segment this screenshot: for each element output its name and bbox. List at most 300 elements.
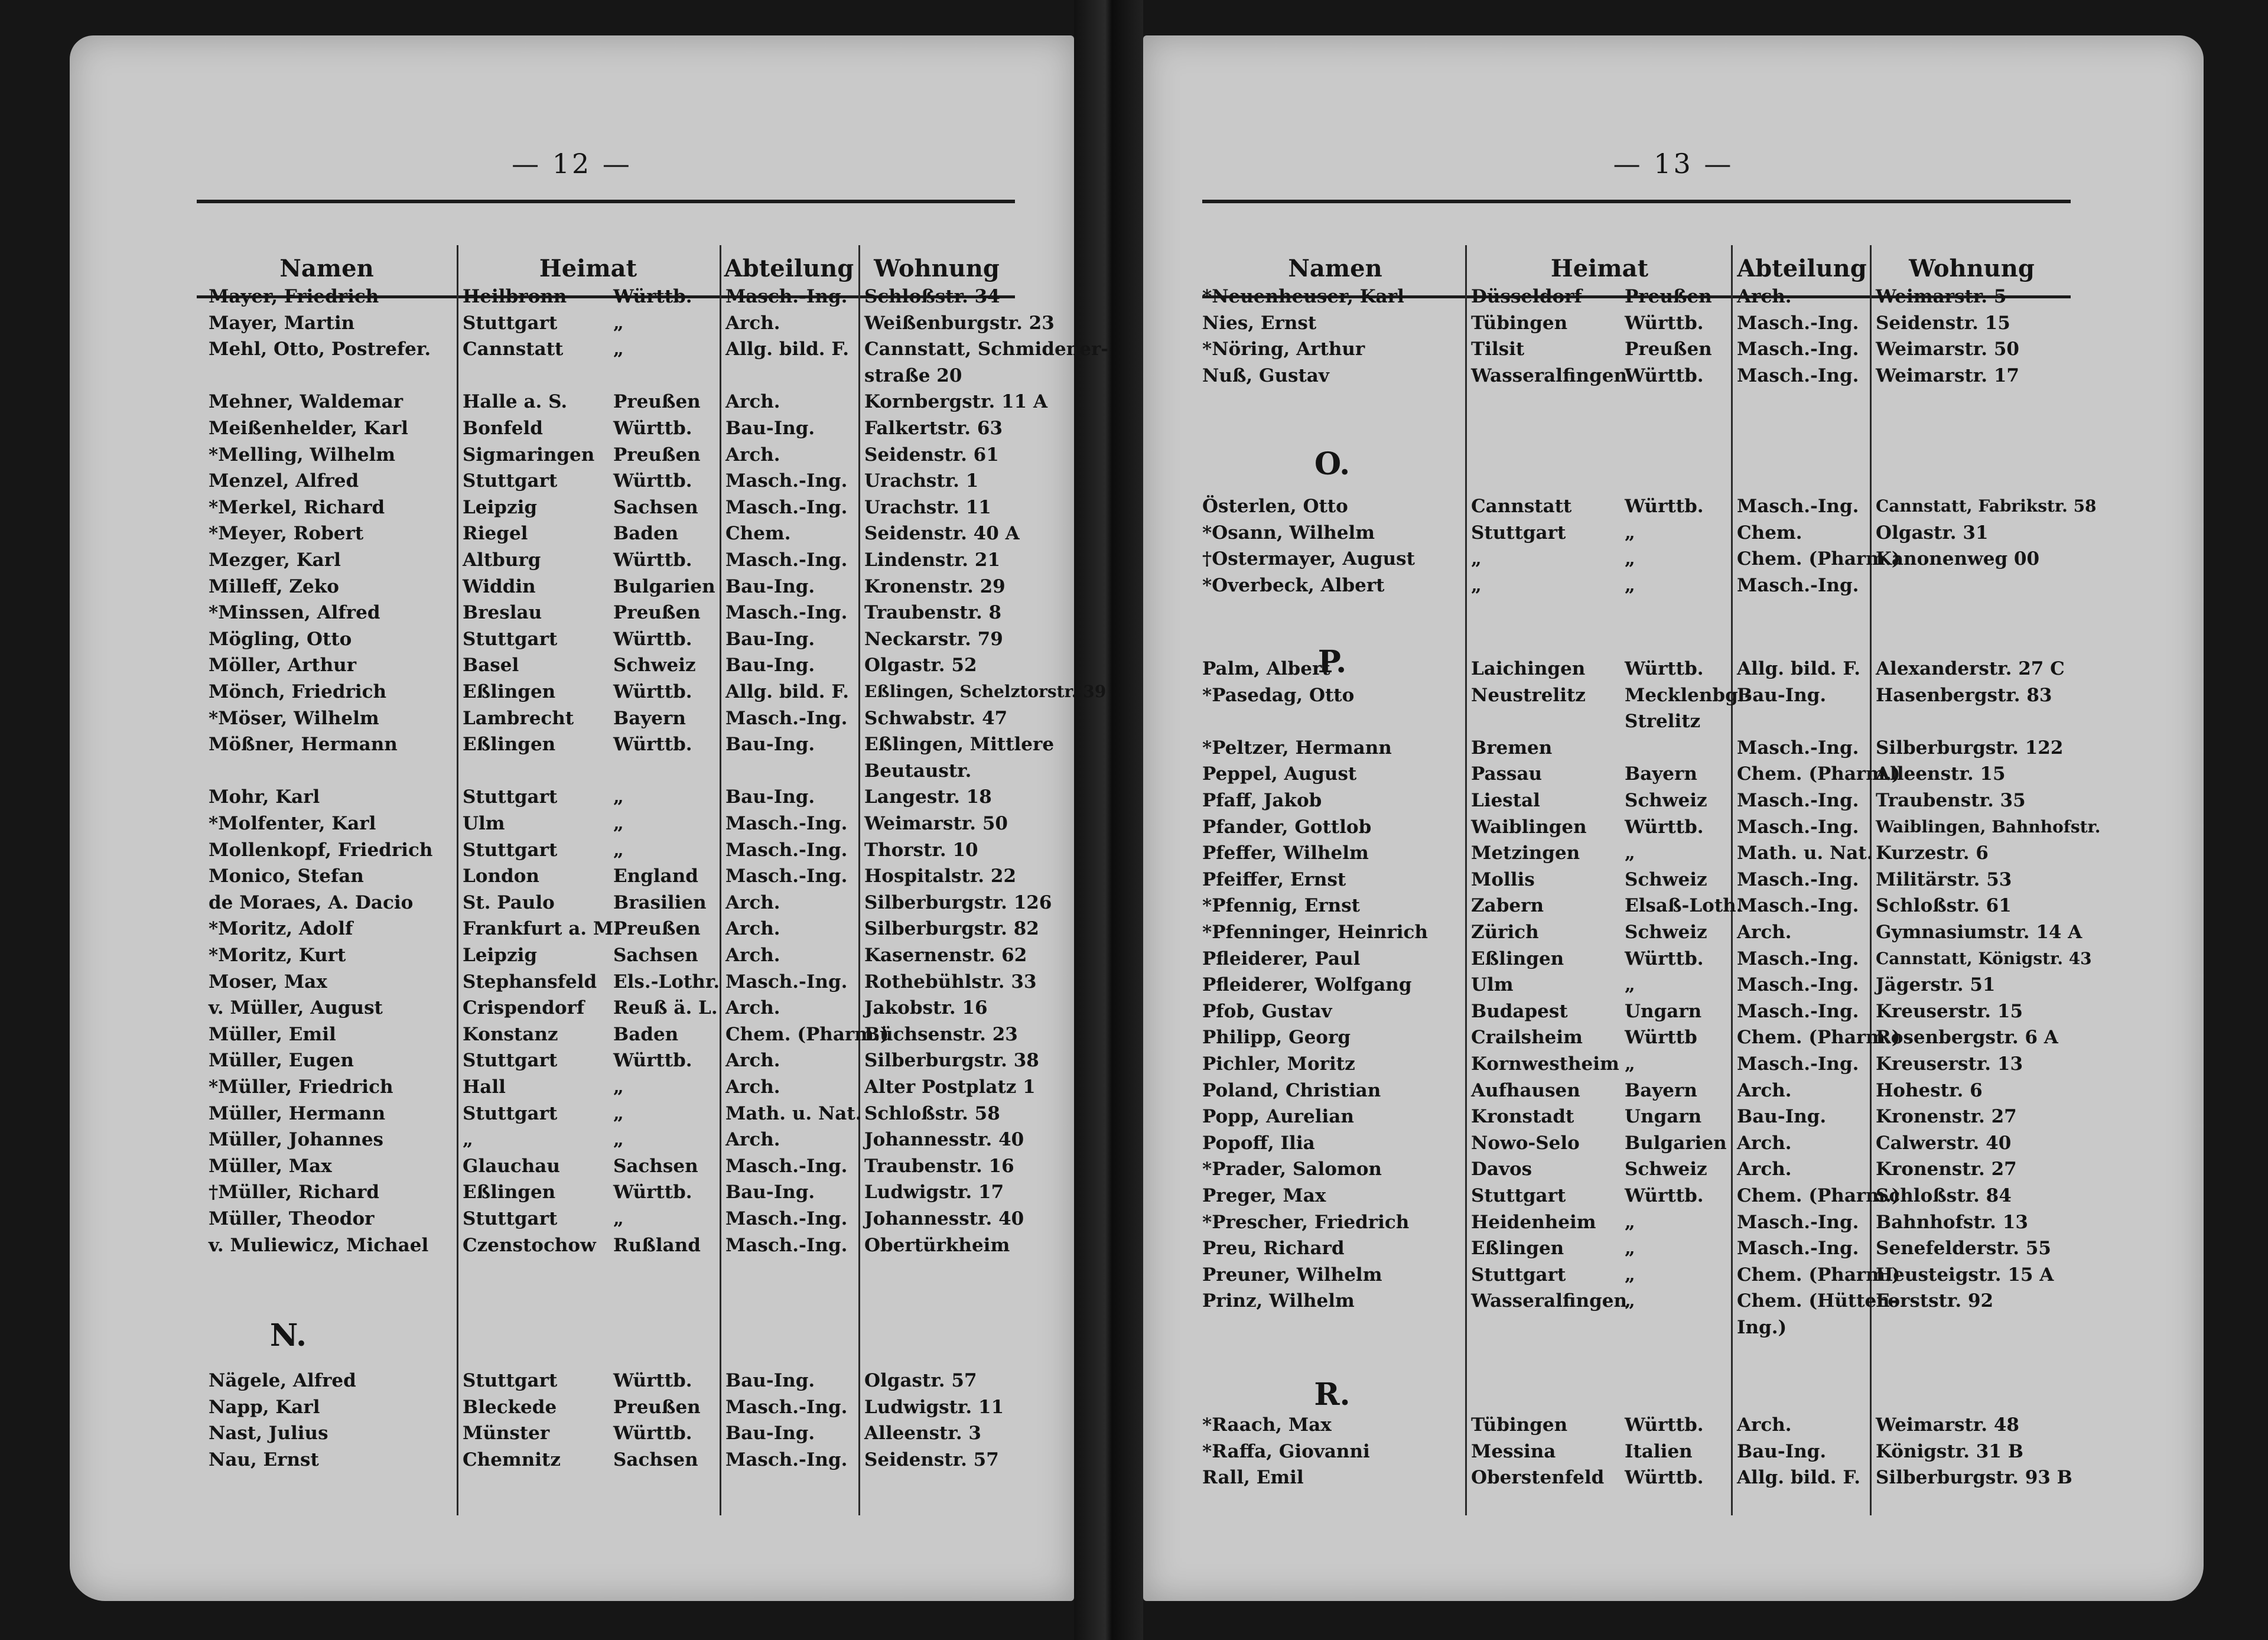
section-letter: P. <box>1317 644 1347 680</box>
entry-address: Bahnhofstr. 13 <box>1876 1211 2028 1233</box>
entry-address: Kasernenstr. 62 <box>864 945 1027 966</box>
entry-city: Bonfeld <box>463 418 543 439</box>
entry-city: Stuttgart <box>463 1102 558 1124</box>
entry-state: „ <box>1625 548 1635 570</box>
entry-address: Heusteigstr. 15 A <box>1876 1264 2054 1286</box>
entry-department: Bau-Ing. <box>1737 684 1827 706</box>
entry-state: Württb. <box>613 1050 692 1072</box>
entry-address: Traubenstr. 16 <box>864 1155 1014 1177</box>
entry-city: Tübingen <box>1471 312 1568 334</box>
entry-address: Schwabstr. 47 <box>864 707 1008 729</box>
entry-city: Stuttgart <box>1471 1185 1566 1206</box>
entry-department: Masch.-Ing. <box>725 813 848 834</box>
entry-city: Eßlingen <box>463 681 556 702</box>
entry-state: Württb. <box>613 1370 692 1391</box>
entry-city: Liestal <box>1471 790 1540 811</box>
entry-city: Stuttgart <box>463 1208 558 1229</box>
entry-name: *Neuenheuser, Karl <box>1202 286 1404 307</box>
entry-state: Württb. <box>613 1182 692 1203</box>
entry-department: Masch.-Ing. <box>1737 574 1859 596</box>
entry-address: Silberburgstr. 93 B <box>1876 1467 2072 1489</box>
entry-state: Württb. <box>1625 658 1704 679</box>
entry-state: Sachsen <box>613 945 698 966</box>
entry-state: Württb. <box>613 681 692 702</box>
entry-name: Preger, Max <box>1202 1185 1326 1206</box>
entry-state: Preußen <box>1625 339 1712 360</box>
entry-state: „ <box>1625 1053 1635 1075</box>
entry-department: Bau-Ing. <box>725 1423 815 1444</box>
entry-name: Nast, Julius <box>209 1423 328 1444</box>
entry-city: Heilbronn <box>463 286 567 307</box>
entry-city: Sigmaringen <box>463 444 595 466</box>
entry-address: Cannstatt, Fabrikstr. 58 <box>1876 496 2097 516</box>
entry-city: Eßlingen <box>1471 1238 1564 1260</box>
entry-state: „ <box>1625 842 1635 864</box>
entry-name: Müller, Theodor <box>209 1208 375 1229</box>
entry-address: Schloßstr. 58 <box>864 1102 1000 1124</box>
entry-city: Cannstatt <box>463 339 564 360</box>
entry-department: Arch. <box>725 391 780 413</box>
entry-address: Traubenstr. 8 <box>864 602 1002 624</box>
entry-address: Weimarstr. 50 <box>1876 339 2019 360</box>
entry-department: Masch.-Ing. <box>725 1449 848 1470</box>
entry-department: Masch.-Ing. <box>1737 365 1859 386</box>
column-divider <box>1870 245 1872 1515</box>
entry-state: Preußen <box>1625 286 1712 307</box>
entry-address: straße 20 <box>864 365 962 386</box>
entry-city: Kornwestheim <box>1471 1053 1619 1075</box>
entry-name: Müller, Hermann <box>209 1102 386 1124</box>
entry-city: Stuttgart <box>463 470 558 492</box>
entry-name: Mohr, Karl <box>209 786 320 808</box>
entry-state: Preußen <box>613 918 701 940</box>
entry-city: Metzingen <box>1471 842 1580 864</box>
entry-address: Alter Postplatz 1 <box>864 1076 1036 1098</box>
entry-name: *Prader, Salomon <box>1202 1159 1382 1180</box>
entry-department: Arch. <box>725 891 780 913</box>
entry-state: „ <box>1625 522 1635 544</box>
entry-city: Stephansfeld <box>463 971 597 993</box>
entry-city: Riegel <box>463 523 528 545</box>
entry-address: Waiblingen, Bahnhofstr. <box>1876 816 2101 837</box>
entry-state: „ <box>1625 574 1635 596</box>
entry-city: Laichingen <box>1471 658 1586 679</box>
entry-city: Ulm <box>463 813 505 834</box>
entry-state: Mecklenbg.- <box>1625 684 1752 706</box>
entry-state: Württb. <box>613 549 692 571</box>
entry-address: Seidenstr. 57 <box>864 1449 999 1470</box>
entry-address: Lindenstr. 21 <box>864 549 1001 571</box>
entry-state: „ <box>613 1129 624 1151</box>
entry-city: Mollis <box>1471 868 1535 890</box>
entry-name: Nägele, Alfred <box>209 1370 356 1391</box>
entry-address: Jakobstr. 16 <box>864 997 988 1019</box>
entry-city: Passau <box>1471 763 1543 785</box>
entry-department: Arch. <box>1737 1159 1792 1180</box>
header-dept: Abteilung <box>1737 255 1867 282</box>
left-page <box>70 35 1109 1601</box>
entry-name: *Overbeck, Albert <box>1202 574 1385 596</box>
entry-state: Württb. <box>1625 312 1704 334</box>
entry-address: Cannstatt, Königstr. 43 <box>1876 948 2092 968</box>
entry-department: Chem. <box>1737 522 1802 544</box>
entry-department: Masch.-Ing. <box>1737 1238 1859 1260</box>
entry-address: Militärstr. 53 <box>1876 868 2012 890</box>
entry-state: Sachsen <box>613 1155 698 1177</box>
entry-state: Schweiz <box>1625 922 1707 943</box>
entry-name: *Peltzer, Hermann <box>1202 737 1392 759</box>
entry-name: Müller, Max <box>209 1155 332 1177</box>
entry-address: Urachstr. 11 <box>864 496 991 518</box>
entry-name: Popp, Aurelian <box>1202 1106 1354 1128</box>
header-home: Heimat <box>1550 255 1649 282</box>
entry-name: *Raffa, Giovanni <box>1202 1440 1370 1462</box>
entry-department: Ing.) <box>1737 1317 1787 1338</box>
entry-city: London <box>463 865 539 887</box>
entry-name: †Ostermayer, August <box>1202 548 1415 570</box>
entry-name: Österlen, Otto <box>1202 496 1348 517</box>
entry-name: Napp, Karl <box>209 1396 320 1418</box>
entry-address: Kanonenweg 00 <box>1876 548 2040 570</box>
entry-city: Lambrecht <box>463 707 574 729</box>
entry-department: Chem. (Pharm.) <box>1737 1264 1901 1286</box>
entry-state: Reuß ä. L. <box>613 997 718 1019</box>
entry-state: Ungarn <box>1625 1000 1702 1022</box>
entry-city: Stuttgart <box>463 786 558 808</box>
entry-state: Elsaß-Loth. <box>1625 895 1743 917</box>
entry-address: Langestr. 18 <box>864 786 992 808</box>
entry-department: Allg. bild. F. <box>725 339 850 360</box>
entry-department: Masch.-Ing. <box>725 602 848 624</box>
entry-address: Königstr. 31 B <box>1876 1440 2023 1462</box>
entry-department: Allg. bild. F. <box>1737 1467 1861 1489</box>
entry-state: Sachsen <box>613 1449 698 1470</box>
entry-name: Palm, Albert <box>1202 658 1330 679</box>
entry-state: Preußen <box>613 602 701 624</box>
entry-address: Seidenstr. 40 A <box>864 523 1020 545</box>
entry-state: „ <box>613 1102 624 1124</box>
entry-address: Rosenbergstr. 6 A <box>1876 1027 2058 1049</box>
entry-city: Waiblingen <box>1471 816 1587 838</box>
entry-state: Bulgarien <box>1625 1132 1727 1154</box>
entry-name: *Moritz, Kurt <box>209 945 346 966</box>
entry-city: Stuttgart <box>463 312 558 334</box>
entry-address: Cannstatt, Schmidener- <box>864 339 1109 360</box>
entry-city: „ <box>1471 574 1482 596</box>
entry-city: Leipzig <box>463 945 538 966</box>
entry-department: Arch. <box>1737 922 1792 943</box>
entry-city: „ <box>1471 548 1482 570</box>
entry-name: *Minssen, Alfred <box>209 602 380 624</box>
entry-address: Falkertstr. 63 <box>864 418 1003 439</box>
entry-address: Seidenstr. 61 <box>864 444 999 466</box>
entry-department: Masch.-Ing. <box>1737 339 1859 360</box>
entry-name: *Merkel, Richard <box>209 496 385 518</box>
entry-department: Allg. bild. F. <box>725 681 850 702</box>
entry-address: Alleenstr. 15 <box>1876 763 2006 785</box>
entry-state: Württb. <box>1625 1467 1704 1489</box>
entry-city: Halle a. S. <box>463 391 568 413</box>
entry-department: Math. u. Nat. <box>725 1102 862 1124</box>
entry-name: Popoff, Ilia <box>1202 1132 1315 1154</box>
entry-city: Kronstadt <box>1471 1106 1574 1128</box>
entry-department: Chem. (Pharm.) <box>1737 1027 1901 1049</box>
entry-name: Poland, Christian <box>1202 1079 1381 1101</box>
entry-name: *Osann, Wilhelm <box>1202 522 1375 544</box>
entry-city: Tilsit <box>1471 339 1525 360</box>
entry-department: Bau-Ing. <box>725 1182 815 1203</box>
entry-department: Bau-Ing. <box>1737 1440 1827 1462</box>
entry-city: Düsseldorf <box>1471 286 1582 307</box>
entry-city: Konstanz <box>463 1023 558 1045</box>
entry-name: Philipp, Georg <box>1202 1027 1351 1049</box>
entry-city: Oberstenfeld <box>1471 1467 1605 1489</box>
entry-name: Nau, Ernst <box>209 1449 319 1470</box>
entry-department: Bau-Ing. <box>725 418 815 439</box>
entry-address: Alexanderstr. 27 C <box>1876 658 2065 679</box>
entry-address: Silberburgstr. 122 <box>1876 737 2064 759</box>
entry-department: Masch.-Ing. <box>725 971 848 993</box>
entry-department: Arch. <box>725 1129 780 1151</box>
entry-state: Württb. <box>613 628 692 650</box>
entry-address: Schloßstr. 61 <box>1876 895 2012 917</box>
entry-state: Württb. <box>613 470 692 492</box>
entry-name: *Molfenter, Karl <box>209 813 376 834</box>
entry-department: Chem. (Pharm.) <box>1737 763 1901 785</box>
entry-department: Masch.-Ing. <box>1737 1000 1859 1022</box>
header-address: Wohnung <box>1909 255 2035 282</box>
entry-name: Mayer, Martin <box>209 312 355 334</box>
book-fold <box>1074 0 1143 1640</box>
entry-address: Neckarstr. 79 <box>864 628 1003 650</box>
entry-state: „ <box>1625 974 1635 996</box>
entry-city: Münster <box>463 1423 550 1444</box>
entry-department: Masch.-Ing. <box>1737 816 1859 838</box>
entry-name: *Möser, Wilhelm <box>209 707 379 729</box>
entry-name: *Melling, Wilhelm <box>209 444 396 466</box>
entry-address: Kronenstr. 27 <box>1876 1106 2017 1128</box>
entry-department: Bau-Ing. <box>725 628 815 650</box>
entry-address: Olgastr. 52 <box>864 655 977 676</box>
entry-address: Jägerstr. 51 <box>1876 974 1996 996</box>
entry-department: Masch.-Ing. <box>725 1155 848 1177</box>
entry-state: Italien <box>1625 1440 1693 1462</box>
entry-city: Glauchau <box>463 1155 560 1177</box>
entry-address: Forststr. 92 <box>1876 1290 1994 1312</box>
entry-name: Monico, Stefan <box>209 865 364 887</box>
entry-name: Moser, Max <box>209 971 327 993</box>
entry-name: Peppel, August <box>1202 763 1357 785</box>
entry-state: Brasilien <box>613 891 707 913</box>
entry-name: Mönch, Friedrich <box>209 681 387 702</box>
entry-name: Nies, Ernst <box>1202 312 1317 334</box>
entry-state: Baden <box>613 523 679 545</box>
entry-department: Masch.-Ing. <box>1737 496 1859 517</box>
top-rule <box>197 200 1015 203</box>
entry-department: Masch.-Ing. <box>725 707 848 729</box>
entry-city: Breslau <box>463 602 542 624</box>
section-letter: N. <box>269 1317 307 1353</box>
entry-state: Bayern <box>1625 763 1697 785</box>
entry-city: Crailsheim <box>1471 1027 1583 1049</box>
entry-city: Stuttgart <box>1471 522 1566 544</box>
header-dept: Abteilung <box>724 255 854 282</box>
header-names: Namen <box>279 255 374 282</box>
entry-city: Wasseralfingen <box>1471 365 1628 386</box>
entry-name: *Meyer, Robert <box>209 523 364 545</box>
entry-name: Prinz, Wilhelm <box>1202 1290 1355 1312</box>
entry-city: Hall <box>463 1076 506 1098</box>
entry-state: „ <box>1625 1238 1635 1260</box>
entry-state: Württb. <box>613 418 692 439</box>
entry-state: Württb. <box>613 1423 692 1444</box>
header-names: Namen <box>1288 255 1382 282</box>
entry-name: Milleff, Zeko <box>209 575 339 597</box>
entry-address: Gymnasiumstr. 14 A <box>1876 922 2082 943</box>
entry-department: Arch. <box>1737 1079 1792 1101</box>
entry-address: Alleenstr. 3 <box>864 1423 982 1444</box>
entry-department: Chem. <box>725 523 791 545</box>
entry-state: Württb. <box>1625 365 1704 386</box>
entry-state: Württb. <box>613 734 692 756</box>
entry-address: Silberburgstr. 126 <box>864 891 1052 913</box>
entry-address: Obertürkheim <box>864 1234 1010 1256</box>
entry-name: *Pfennig, Ernst <box>1202 895 1360 917</box>
entry-department: Arch. <box>725 1076 780 1098</box>
entry-department: Masch.-Ing. <box>1737 868 1859 890</box>
entry-department: Bau-Ing. <box>725 575 815 597</box>
entry-name: Mollenkopf, Friedrich <box>209 839 433 861</box>
entry-department: Masch.-Ing. <box>1737 737 1859 759</box>
entry-department: Masch.-Ing. <box>725 470 848 492</box>
entry-name: Pfander, Gottlob <box>1202 816 1372 838</box>
entry-department: Chem. (Pharm.) <box>725 1023 889 1045</box>
entry-state: Schweiz <box>613 655 696 676</box>
entry-address: Schloßstr. 84 <box>1876 1185 2012 1206</box>
entry-city: Frankfurt a. M. <box>463 918 620 940</box>
entry-address: Olgastr. 31 <box>1876 522 1989 544</box>
entry-name: Mößner, Hermann <box>209 734 398 756</box>
entry-name: *Prescher, Friedrich <box>1202 1211 1410 1233</box>
entry-city: Eßlingen <box>1471 948 1564 969</box>
entry-address: Kurzestr. 6 <box>1876 842 1989 864</box>
entry-address: Silberburgstr. 82 <box>864 918 1039 940</box>
entry-name: *Müller, Friedrich <box>209 1076 393 1098</box>
entry-state: Preußen <box>613 1396 701 1418</box>
entry-address: Büchsenstr. 23 <box>864 1023 1018 1045</box>
entry-city: Leipzig <box>463 496 538 518</box>
entry-city: Stuttgart <box>463 1050 558 1072</box>
entry-department: Chem. (Pharm.) <box>1737 548 1901 570</box>
entry-city: Budapest <box>1471 1000 1568 1022</box>
entry-city: Aufhausen <box>1471 1079 1580 1101</box>
entry-department: Masch.-Ing. <box>1737 895 1859 917</box>
entry-city: Eßlingen <box>463 734 556 756</box>
entry-address: Eßlingen, Mittlere <box>864 734 1055 756</box>
entry-city: Cannstatt <box>1471 496 1572 517</box>
entry-address: Kronenstr. 27 <box>1876 1159 2017 1180</box>
right-page <box>1143 35 2204 1601</box>
entry-name: Preuner, Wilhelm <box>1202 1264 1382 1286</box>
entry-city: Stuttgart <box>463 628 558 650</box>
entry-address: Ludwigstr. 11 <box>864 1396 1004 1418</box>
entry-department: Arch. <box>725 312 780 334</box>
entry-state: „ <box>613 339 624 360</box>
section-letter: R. <box>1314 1377 1351 1413</box>
entry-department: Masch.-Ing. <box>1737 790 1859 811</box>
entry-city: Widdin <box>463 575 536 597</box>
entry-name: *Pasedag, Otto <box>1202 684 1355 706</box>
entry-department: Arch. <box>725 918 780 940</box>
entry-city: Davos <box>1471 1159 1532 1180</box>
entry-name: Pichler, Moritz <box>1202 1053 1355 1075</box>
entry-department: Arch. <box>1737 1414 1792 1436</box>
entry-state: „ <box>613 786 624 808</box>
entry-department: Masch.-Ing. <box>1737 1053 1859 1075</box>
entry-name: †Müller, Richard <box>209 1182 380 1203</box>
entry-address: Weimarstr. 48 <box>1876 1414 2019 1436</box>
entry-department: Bau-Ing. <box>725 655 815 676</box>
entry-department: Masch.-Ing. <box>725 839 848 861</box>
entry-state: Bulgarien <box>613 575 715 597</box>
entry-city: Zabern <box>1471 895 1544 917</box>
entry-address: Kronenstr. 29 <box>864 575 1006 597</box>
entry-address: Senefelderstr. 55 <box>1876 1238 2051 1260</box>
entry-address: Silberburgstr. 38 <box>864 1050 1039 1072</box>
entry-state: Baden <box>613 1023 679 1045</box>
entry-department: Masch.-Ing. <box>725 496 848 518</box>
entry-state: Württb. <box>1625 1414 1704 1436</box>
entry-name: Menzel, Alfred <box>209 470 359 492</box>
entry-department: Masch.-Ing. <box>725 1396 848 1418</box>
entry-name: de Moraes, A. Dacio <box>209 891 414 913</box>
entry-city: Ulm <box>1471 974 1514 996</box>
entry-state: Preußen <box>613 444 701 466</box>
entry-name: v. Muliewicz, Michael <box>209 1234 429 1256</box>
entry-name: Pfleiderer, Paul <box>1202 948 1361 969</box>
entry-department: Masch.-Ing. <box>1737 1211 1859 1233</box>
entry-city: Czenstochow <box>463 1234 596 1256</box>
entry-name: Mayer, Friedrich <box>209 286 379 307</box>
entry-state: Württb <box>1625 1027 1697 1049</box>
top-rule <box>1202 200 2071 203</box>
entry-state: Sachsen <box>613 496 698 518</box>
entry-city: Zürich <box>1471 922 1539 943</box>
column-divider <box>720 245 721 1515</box>
entry-name: Müller, Johannes <box>209 1129 384 1151</box>
entry-state: Württb. <box>613 286 692 307</box>
entry-department: Masch.-Ing. <box>725 549 848 571</box>
entry-city: Wasseralfingen <box>1471 1290 1628 1312</box>
entry-name: Pfeffer, Wilhelm <box>1202 842 1369 864</box>
entry-address: Calwerstr. 40 <box>1876 1132 2012 1154</box>
entry-department: Arch. <box>725 945 780 966</box>
entry-name: Mögling, Otto <box>209 628 352 650</box>
entry-department: Bau-Ing. <box>725 1370 815 1391</box>
entry-city: Eßlingen <box>463 1182 556 1203</box>
entry-state: „ <box>613 813 624 834</box>
entry-address: Johannesstr. 40 <box>864 1208 1024 1229</box>
page-number: — 13 — <box>1613 148 1734 180</box>
entry-address: Johannesstr. 40 <box>864 1129 1024 1151</box>
entry-state: „ <box>613 312 624 334</box>
entry-department: Arch. <box>725 1050 780 1072</box>
entry-department: Math. u. Nat. <box>1737 842 1873 864</box>
entry-address: Kornbergstr. 11 A <box>864 391 1048 413</box>
entry-city: Messina <box>1471 1440 1556 1462</box>
column-divider <box>457 245 458 1515</box>
entry-name: *Nöring, Arthur <box>1202 339 1365 360</box>
